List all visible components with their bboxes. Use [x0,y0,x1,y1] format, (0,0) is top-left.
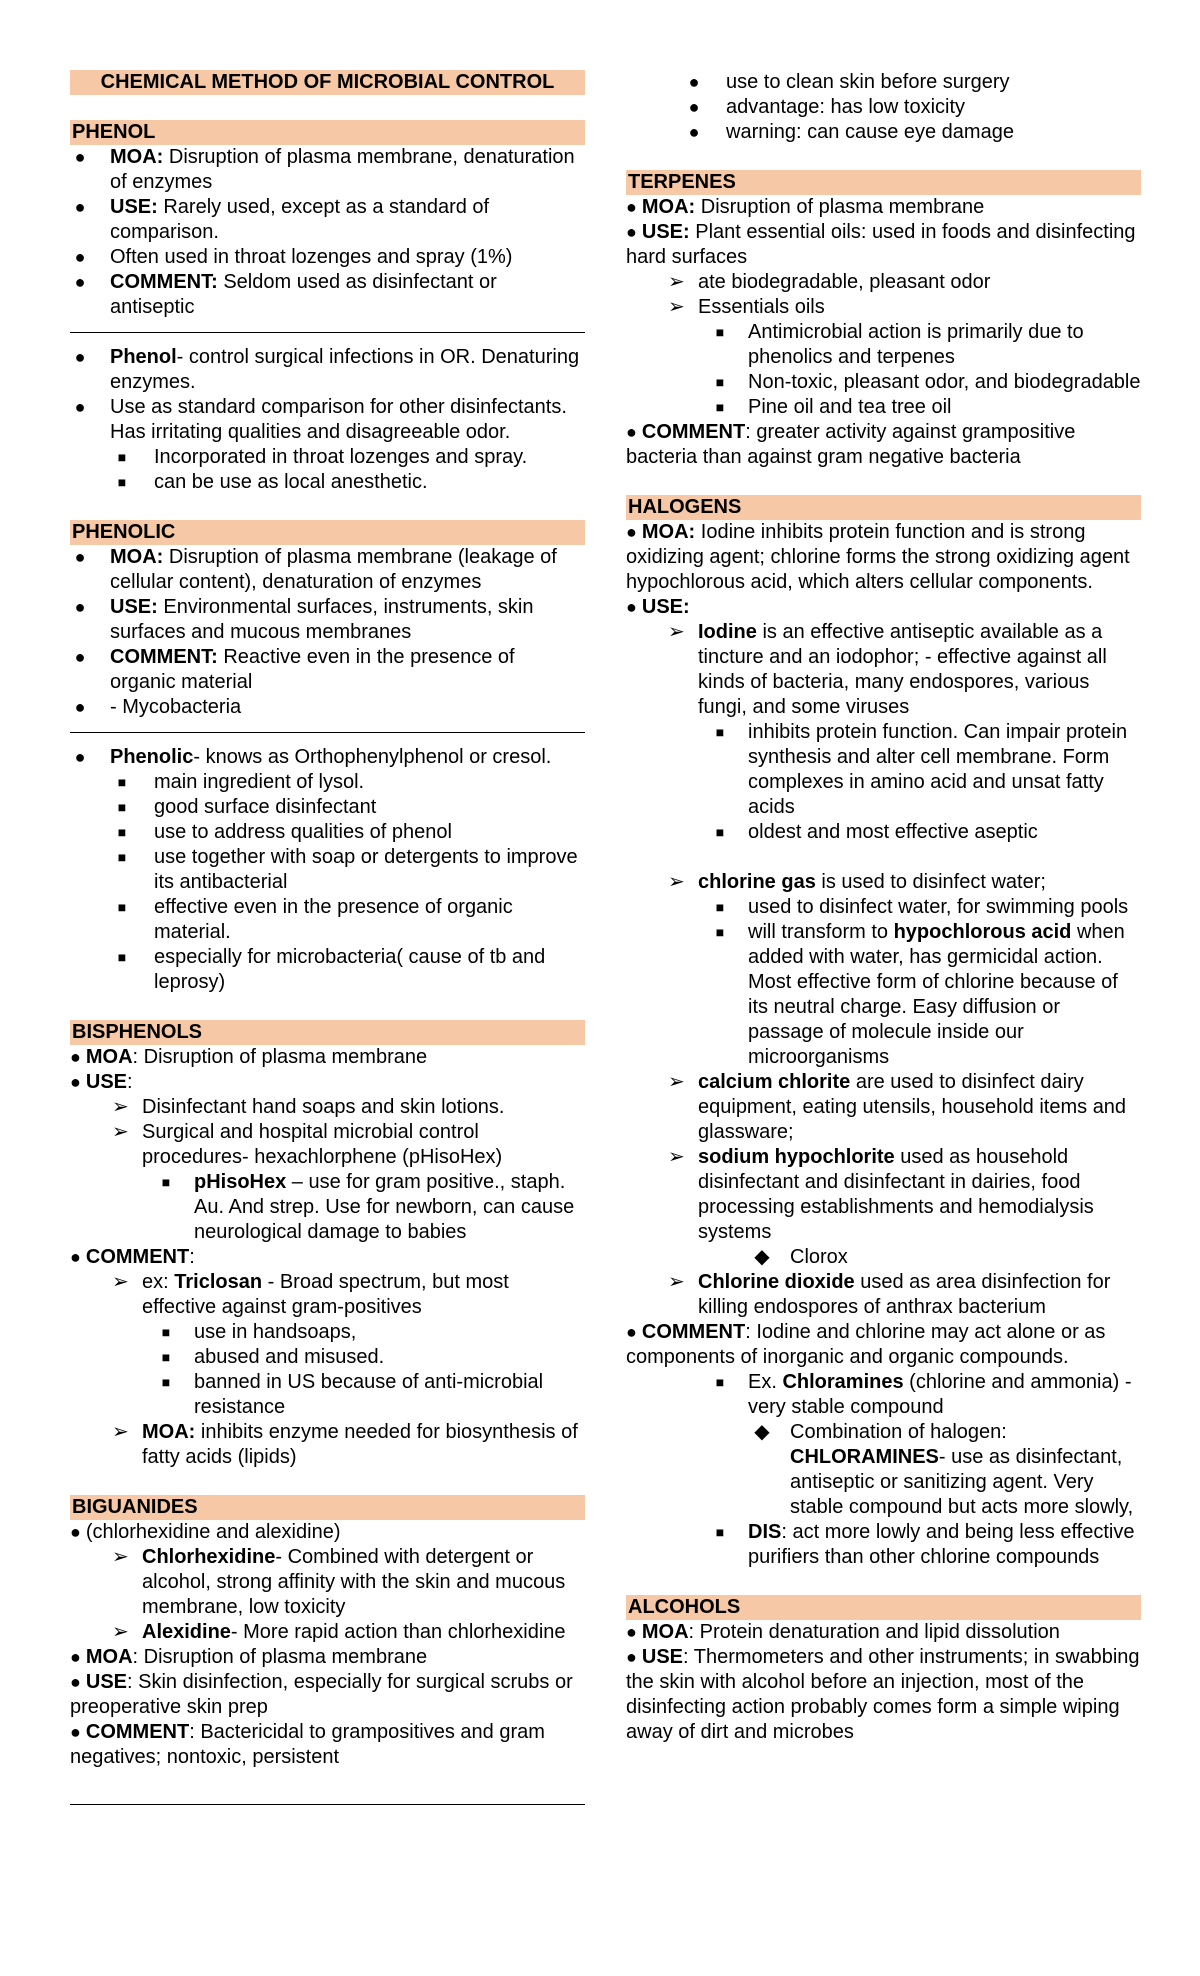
list-item: ● COMMENT: Iodine and chlorine may act alone or as components of inorganic and organic compounds. [626,1321,1106,1368]
list-item: ■ oldest and most effective aseptic [626,820,1141,845]
list-item: ● MOA: Disruption of plasma membrane [626,196,985,218]
square-bullet-icon: ■ [715,1374,725,1390]
list-item: ■ abused and misused. [70,1345,585,1370]
list-item: ● Often used in throat lozenges and spray (1%) [70,245,585,270]
bullet-icon: ● [626,1647,642,1667]
list-item: ● USE: Plant essential oils: used in foods and disinfecting hard surfaces [626,221,1136,268]
arrow-bullet-icon: ➢ [112,1421,129,1443]
list-item: ■ Ex. Chloramines (chlorine and ammonia) - very stable compound [626,1370,1141,1420]
list-item: ● USE: Skin disinfection, especially for surgical scrubs or preoperative skin prep [70,1671,573,1718]
list-item: ● COMMENT: Bactericidal to grampositives and gram negatives; nontoxic, persistent [70,1721,545,1768]
bullet-icon: ● [74,597,86,617]
bullet-icon: ● [626,422,642,442]
list-item: ■ Pine oil and tea tree oil [626,395,1141,420]
bullet-icon: ● [626,597,642,617]
list-item: ■ can be use as local anesthetic. [70,470,585,495]
arrow-bullet-icon: ➢ [112,1546,129,1568]
list-item: ■ inhibits protein function. Can impair protein synthesis and alter cell membrane. Form complexes in amino acid and unsat fatty acids [626,720,1141,820]
square-bullet-icon: ■ [715,924,725,940]
list-item: ■ use to address qualities of phenol [70,820,585,845]
list-item: ◆ Combination of halogen: CHLORAMINES- use as disinfectant, antiseptic or sanitizing agent. Very stable compound but acts more slowly, [626,1420,1141,1520]
bullet-icon: ● [626,197,642,217]
section-header-bisphenols: BISPHENOLS [70,1020,585,1045]
list-item: ➢ ate biodegradable, pleasant odor [668,271,991,293]
square-bullet-icon: ■ [715,399,725,415]
bullet-icon: ● [74,347,86,367]
square-bullet-icon: ■ [117,849,127,865]
bullet-icon: ● [626,1622,642,1642]
bullet-icon: ● [70,1522,86,1542]
bullet-icon: ● [74,547,86,567]
bullet-icon: ● [70,1722,86,1742]
section-header-biguanides: BIGUANIDES [70,1495,585,1520]
arrow-bullet-icon: ➢ [112,1096,129,1118]
bullet-icon: ● [688,72,700,92]
arrow-bullet-icon: ➢ [668,1146,685,1168]
list-item: ● use to clean skin before surgery [626,70,1141,95]
list-item: ■ good surface disinfectant [70,795,585,820]
bullet-icon: ● [74,272,86,292]
list-item: ■ use together with soap or detergents to improve its antibacterial [70,845,585,895]
bullet-icon: ● [70,1047,86,1067]
list-item: ■ use in handsoaps, [70,1320,585,1345]
square-bullet-icon: ■ [715,374,725,390]
arrow-bullet-icon: ➢ [668,271,685,293]
list-item: ➢ Chlorine dioxide used as area disinfection for killing endospores of anthrax bacterium [668,1271,1111,1318]
bullet-icon: ● [70,1672,86,1692]
list-item: ● Phenol- control surgical infections in OR. Denaturing enzymes. [70,345,585,395]
list-item: ● USE: Rarely used, except as a standard of comparison. [70,195,585,245]
bullet-icon: ● [70,1647,86,1667]
list-item: ● MOA: Disruption of plasma membrane [70,1646,428,1668]
bullet-icon: ● [74,697,86,717]
list-item: ➢ sodium hypochlorite used as household disinfectant and disinfectant in dairies, food processing establishments and hemodialysis systems [668,1146,1094,1243]
bullet-icon: ● [688,97,700,117]
list-item: ➢ chlorine gas is used to disinfect water; [668,871,1046,893]
list-item: ● warning: can cause eye damage [626,120,1141,145]
list-item: ■ will transform to hypochlorous acid when added with water, has germicidal action. Most effective form of chlorine because of its neutral charge. Easy diffusion or passage of molecule inside our microorganisms [626,920,1141,1070]
list-item: ● COMMENT: Seldom used as disinfectant or antiseptic [70,270,585,320]
divider [70,1804,585,1805]
list-item: ➢ Chlorhexidine- Combined with detergent or alcohol, strong affinity with the skin and mucous membrane, low toxicity [112,1546,566,1618]
list-item: ● MOA: Disruption of plasma membrane (leakage of cellular content), denaturation of enzymes [70,545,585,595]
square-bullet-icon: ■ [715,324,725,340]
bullet-icon: ● [74,397,86,417]
bullet-icon: ● [688,122,700,142]
bullet-icon: ● [626,222,642,242]
square-bullet-icon: ■ [161,1374,171,1390]
arrow-bullet-icon: ➢ [668,871,685,893]
bullet-icon: ● [74,247,86,267]
bullet-icon: ● [74,197,86,217]
list-item: ● MOA: Disruption of plasma membrane [70,1046,428,1068]
list-item: ● advantage: has low toxicity [626,95,1141,120]
list-item: ● COMMENT: Reactive even in the presence of organic material [70,645,585,695]
square-bullet-icon: ■ [117,799,127,815]
square-bullet-icon: ■ [161,1349,171,1365]
list-item: ■ banned in US because of anti-microbial resistance [70,1370,585,1420]
bullet-icon: ● [70,1247,86,1267]
bullet-icon: ● [74,147,86,167]
section-header-halogens: HALOGENS [626,495,1141,520]
arrow-bullet-icon: ➢ [668,1071,685,1093]
square-bullet-icon: ■ [117,474,127,490]
right-column [626,70,1141,1745]
arrow-bullet-icon: ➢ [112,1271,129,1293]
bullet-icon: ● [74,647,86,667]
arrow-bullet-icon: ➢ [668,296,685,318]
list-item: ■ Incorporated in throat lozenges and spray. [70,445,585,470]
bullet-icon: ● [70,1072,86,1092]
bullet-icon: ● [626,522,642,542]
square-bullet-icon: ■ [715,824,725,840]
square-bullet-icon: ■ [161,1324,171,1340]
list-item: ● Phenolic- knows as Orthophenylphenol or cresol. [70,745,585,770]
list-item: ➢ ex: Triclosan - Broad spectrum, but most effective against gram-positives [112,1271,509,1318]
list-item: ■ especially for microbacteria( cause of tb and leprosy) [70,945,585,995]
left-column [70,70,585,1805]
divider [70,332,585,333]
list-item: ● USE: Environmental surfaces, instruments, skin surfaces and mucous membranes [70,595,585,645]
arrow-bullet-icon: ➢ [112,1621,129,1643]
section-header-phenolic: PHENOLIC [70,520,585,545]
bullet-icon: ● [74,747,86,767]
square-bullet-icon: ■ [117,949,127,965]
square-bullet-icon: ■ [117,899,127,915]
document-title: CHEMICAL METHOD OF MICROBIAL CONTROL [70,70,585,95]
diamond-bullet-icon: ◆ [754,1246,770,1268]
divider [70,732,585,733]
list-item: ● COMMENT: greater activity against grampositive bacteria than against gram negative bacteria [626,421,1076,468]
list-item: ➢ Surgical and hospital microbial control procedures- hexachlorphene (pHisoHex) [112,1121,503,1168]
list-item: ● MOA: Iodine inhibits protein function and is strong oxidizing agent; chlorine forms the strong oxidizing agent hypochlorous acid, which alters cellular components. [626,521,1130,593]
list-item: ● USE: Thermometers and other instruments; in swabbing the skin with alcohol before an injection, most of the disinfecting action probably comes form a simple wiping away of dirt and microbes [626,1646,1140,1743]
bullet-icon: ● [626,1322,642,1342]
list-item: ■ Non-toxic, pleasant odor, and biodegradable [626,370,1141,395]
arrow-bullet-icon: ➢ [668,1271,685,1293]
list-item: ● USE: [70,1071,133,1093]
arrow-bullet-icon: ➢ [668,621,685,643]
square-bullet-icon: ■ [117,774,127,790]
list-item: ● Use as standard comparison for other disinfectants. Has irritating qualities and disagreeable odor. [70,395,585,445]
list-item: ➢ Iodine is an effective antiseptic available as a tincture and an iodophor; - effective against all kinds of bacteria, many endospores, various fungi, and some viruses [668,621,1107,718]
list-item: ■ main ingredient of lysol. [70,770,585,795]
list-item: ➢ calcium chlorite are used to disinfect dairy equipment, eating utensils, household items and glassware; [668,1071,1127,1143]
diamond-bullet-icon: ◆ [754,1421,770,1443]
list-item: ➢ Alexidine- More rapid action than chlorhexidine [112,1621,566,1643]
section-header-terpenes: TERPENES [626,170,1141,195]
square-bullet-icon: ■ [715,1524,725,1540]
list-item: ● - Mycobacteria [70,695,585,720]
list-item: ■ effective even in the presence of organic material. [70,895,585,945]
square-bullet-icon: ■ [715,724,725,740]
list-item: ● USE: [626,596,690,618]
list-item: ● MOA: Protein denaturation and lipid dissolution [626,1621,1060,1643]
list-item: ■ Antimicrobial action is primarily due to phenolics and terpenes [626,320,1141,370]
square-bullet-icon: ■ [117,449,127,465]
list-item: ◆ Clorox [626,1245,1141,1270]
list-item: ➢ Disinfectant hand soaps and skin lotions. [112,1096,505,1118]
list-item: ■ pHisoHex – use for gram positive., staph. Au. And strep. Use for newborn, can cause neurological damage to babies [70,1170,585,1245]
list-item: ● COMMENT: [70,1246,195,1268]
list-item: ● MOA: Disruption of plasma membrane, denaturation of enzymes [70,145,585,195]
list-item: ➢ Essentials oils [668,296,825,318]
square-bullet-icon: ■ [161,1174,171,1190]
arrow-bullet-icon: ➢ [112,1121,129,1143]
section-header-alcohols: ALCOHOLS [626,1595,1141,1620]
list-item: ■ DIS: act more lowly and being less effective purifiers than other chlorine compounds [626,1520,1141,1570]
list-item: ● (chlorhexidine and alexidine) [70,1521,341,1543]
square-bullet-icon: ■ [117,824,127,840]
list-item: ■ used to disinfect water, for swimming pools [626,895,1141,920]
square-bullet-icon: ■ [715,899,725,915]
list-item: ➢ MOA: inhibits enzyme needed for biosynthesis of fatty acids (lipids) [112,1421,578,1468]
section-header-phenol: PHENOL [70,120,585,145]
